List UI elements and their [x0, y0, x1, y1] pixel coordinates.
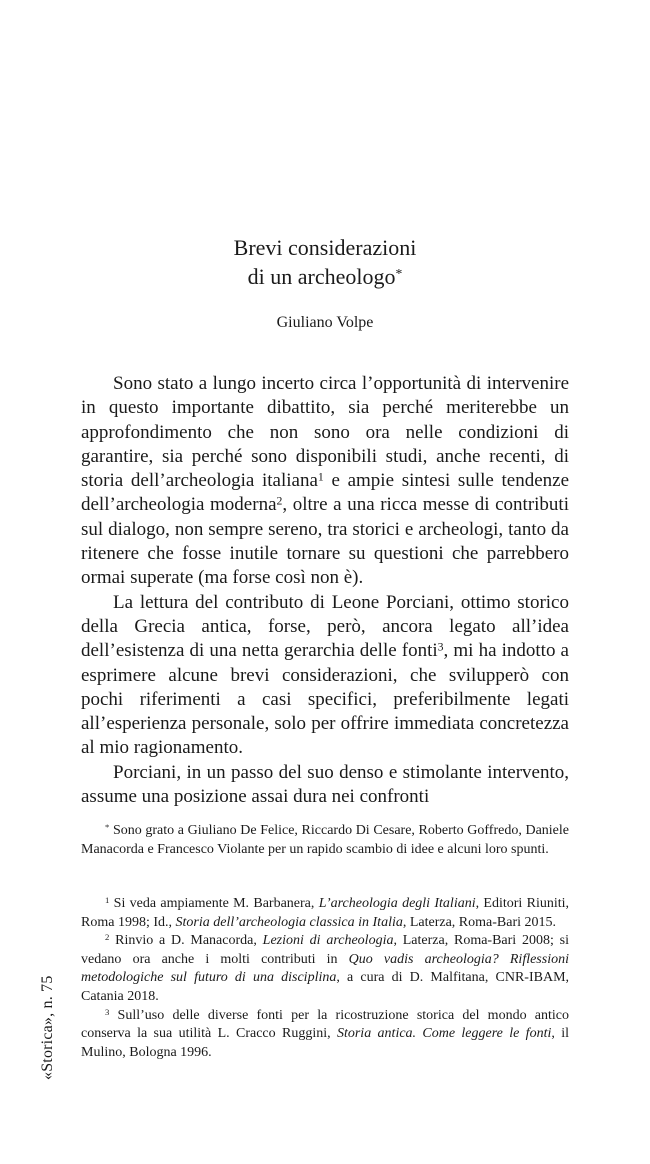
article-title	[0, 233, 650, 291]
footnote-1	[81, 895, 569, 932]
footnote-1-text-c: , Laterza, Roma-Bari 2015.	[402, 914, 557, 930]
footnote-star-block	[81, 822, 569, 859]
footnote-2-title-2: Quo vadis archeologia? Riflessioni metodologiche sul futuro di una disciplina	[81, 951, 569, 986]
footnote-ref-3: 3	[437, 640, 444, 654]
footnote-2	[81, 932, 569, 1006]
footnote-1-title-1: L’archeologia degli Italiani	[318, 896, 476, 911]
paragraph-2	[81, 591, 569, 761]
footnote-1-number: 1	[105, 895, 110, 906]
footnote-2-number: 2	[105, 932, 110, 943]
footnote-3-number: 3	[105, 1006, 110, 1017]
p1-text-c: , oltre a una ricca messe di contributi sul dialogo, non sempre sereno, tra storici e archeologi, tanto da ritenere che fosse inutile tornare su questioni che parrebbero ormai superate (ma forse così non è).	[81, 494, 569, 589]
footnote-3-text-b: , il Mulino, Bologna 1996.	[81, 1026, 569, 1060]
footnote-star-marker: *	[105, 822, 110, 833]
footnote-2-text-a: Rinvio a D. Manacorda,	[109, 933, 263, 949]
p1-text-b: e ampie sintesi sulle tendenze dell’archeologia moderna	[81, 470, 570, 516]
footnote-star	[81, 822, 569, 859]
p1-text-a: Sono stato a lungo incerto circa l’opportunità di intervenire in questo importante dibattito, sia perché meriterebbe un approfondimento che non sono ora nelle condizioni di garantire, sia perché sono disponibili studi, anche recenti, di storia dell’archeologia italiana	[81, 373, 569, 492]
p2-text-b: , mi ha indotto a esprimere alcune brevi considerazioni, che svilupperò con pochi riferimenti a casi specifici, preferibilmente legati all’esperienza personale, solo per offrire immediata concretezza al mio ragionamento.	[81, 640, 569, 759]
footnote-2-title-1: Lezioni di archeologia	[262, 933, 394, 949]
footnote-3	[81, 1007, 569, 1063]
paragraph-1	[81, 372, 569, 591]
body-text	[81, 372, 569, 809]
footnote-3-title-1: Storia antica. Come leggere le fonti	[336, 1026, 552, 1042]
footnote-3-text-a: Sull’uso delle diverse fonti per la ricostruzione storica del mondo antico conserva la sua utilità L. Cracco Ruggini,	[81, 1007, 569, 1042]
author-name: Giuliano Volpe	[276, 314, 374, 331]
footnote-ref-2: 2	[276, 495, 283, 509]
footnote-2-text-c: , a cura di D. Malfitana, CNR-IBAM, Catania 2018.	[81, 970, 570, 1004]
title-line-1: Brevi considerazioni	[233, 235, 417, 260]
footnote-star-text: Sono grato a Giuliano De Felice, Riccardo Di Cesare, Roberto Goffredo, Daniele Manacorda e Francesco Violante per un rapido scambio di idee e alcuni loro spunti.	[81, 823, 569, 857]
footnote-2-text-b: , Laterza, Roma-Bari 2008; si vedano ora anche i molti contributi in	[81, 933, 569, 967]
paragraph-3: Porciani, in un passo del suo denso e stimolante intervento, assume una posizione assai dura nei confronti	[81, 761, 569, 808]
title-line-2-text: di un archeologo	[247, 264, 396, 289]
footnote-ref-1: 1	[317, 470, 324, 484]
numbered-footnotes	[81, 895, 569, 1062]
title-line-2	[0, 262, 650, 291]
p2-text-a: La lettura del contributo di Leone Porciani, ottimo storico della Grecia antica, forse, però, ancora legato all’idea dell’esistenza di una netta gerarchia delle fonti	[81, 591, 569, 662]
footnote-1-title-2: Storia dell’archeologia classica in Italia	[175, 914, 403, 930]
footnote-1-text-b: , Editori Riuniti, Roma 1998; Id.,	[81, 896, 570, 930]
running-head-vertical: «Storica», n. 75	[39, 975, 56, 1080]
footnote-1-text-a: Si veda ampiamente M. Barbanera,	[109, 896, 319, 911]
title-footnote-marker: *	[395, 265, 403, 281]
